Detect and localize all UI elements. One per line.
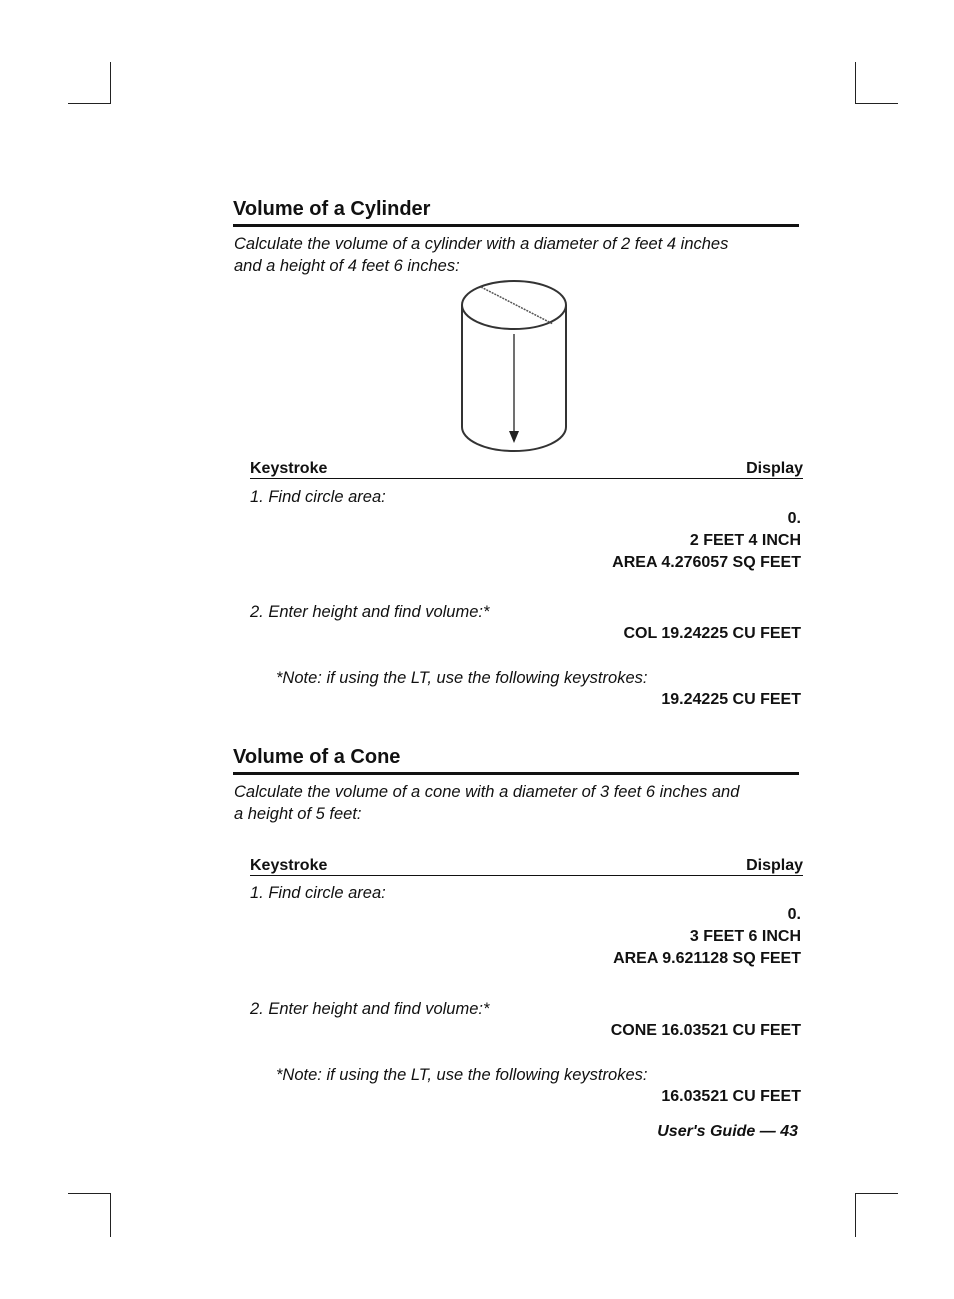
cone-section-title: Volume of a Cone xyxy=(233,746,401,768)
page-footer: User's Guide — 43 xyxy=(657,1123,798,1140)
cone-intro-line1: Calculate the volume of a cone with a diameter of 3 feet 6 inches and xyxy=(234,783,740,801)
cone-note: *Note: if using the LT, use the following keystrokes: xyxy=(276,1066,648,1084)
cone-display-header: Display xyxy=(746,857,803,874)
cone-display-1: 0. xyxy=(787,906,801,923)
cone-keystroke-header: Keystroke xyxy=(250,857,328,874)
crop-mark-bottom-left-v xyxy=(110,1193,111,1237)
cylinder-title-rule xyxy=(233,224,799,227)
cylinder-display-2: 2 FEET 4 INCH xyxy=(689,532,801,549)
cylinder-section-title: Volume of a Cylinder xyxy=(233,198,431,220)
cylinder-step2: 2. Enter height and find volume:* xyxy=(250,603,490,621)
cone-table-header-rule xyxy=(250,875,803,876)
crop-mark-top-left-h xyxy=(68,103,111,104)
crop-mark-top-right-v xyxy=(855,62,856,104)
cylinder-display-3: AREA 4.276057 SQ FEET xyxy=(612,554,801,571)
cylinder-display-4: COL 19.24225 CU FEET xyxy=(623,625,801,642)
cylinder-display-5: 19.24225 CU FEET xyxy=(661,691,801,708)
crop-mark-top-right-h xyxy=(855,103,898,104)
cylinder-note: *Note: if using the LT, use the following keystrokes: xyxy=(276,669,648,687)
crop-mark-bottom-right-h xyxy=(855,1193,898,1194)
cylinder-step1: 1. Find circle area: xyxy=(250,488,386,506)
cylinder-intro-line1: Calculate the volume of a cylinder with a diameter of 2 feet 4 inches xyxy=(234,235,729,253)
cylinder-illustration xyxy=(455,276,573,456)
crop-mark-bottom-right-v xyxy=(855,1193,856,1237)
cylinder-table-header-rule xyxy=(250,478,803,479)
cone-intro-line2: a height of 5 feet: xyxy=(234,805,362,823)
cone-display-5: 16.03521 CU FEET xyxy=(661,1088,801,1105)
cylinder-intro-line2: and a height of 4 feet 6 inches: xyxy=(234,257,460,275)
cylinder-display-header: Display xyxy=(746,460,803,477)
cylinder-display-1: 0. xyxy=(787,510,801,527)
crop-mark-bottom-left-h xyxy=(68,1193,111,1194)
cone-step1: 1. Find circle area: xyxy=(250,884,386,902)
cone-display-3: AREA 9.621128 SQ FEET xyxy=(613,950,801,967)
cone-display-2: 3 FEET 6 INCH xyxy=(689,928,801,945)
crop-mark-top-left-v xyxy=(110,62,111,104)
cone-display-4: CONE 16.03521 CU FEET xyxy=(610,1022,801,1039)
cylinder-keystroke-header: Keystroke xyxy=(250,460,328,477)
cone-step2: 2. Enter height and find volume:* xyxy=(250,1000,490,1018)
cone-title-rule xyxy=(233,772,799,775)
